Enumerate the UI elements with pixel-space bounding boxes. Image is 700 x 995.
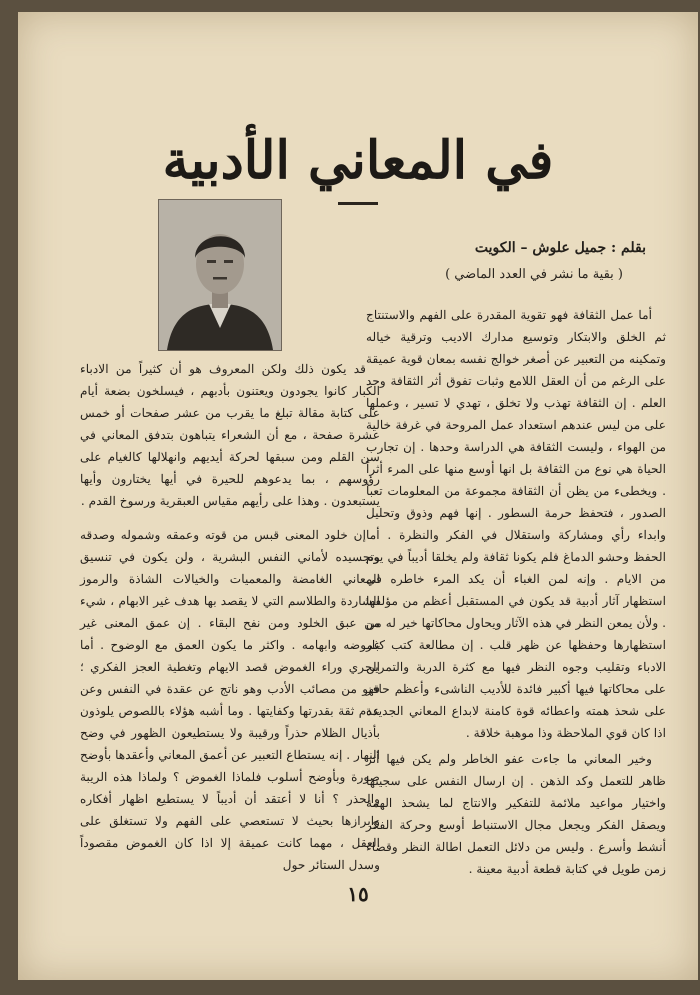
- magazine-page: [18, 12, 698, 980]
- left-column: [80, 358, 380, 880]
- author-photo: [158, 199, 282, 351]
- continued-note: ( بقية ما نشر في العدد الماضي ): [445, 267, 623, 282]
- title-divider: [338, 202, 378, 205]
- article-byline: بقلم : جميل علوش – الكويت: [474, 240, 646, 256]
- paragraph: إن خلود المعنى قبس من قوته وعمقه وشموله وصدقه وتجسيده لأماني النفس البشرية ، ولن يكون في تنسيق المعاني الغامضة والمعميات والخيالات الشاذة والرموز الشاردة والطلاسم التي لا يقصد بها هدف غير الابهام ، شيء من عبق الخلود ومن نفح البقاء . إن عمق المعنى غير غموضه وابهامه . واكثر ما يكون العمق مع الوضوح . أما الجري وراء الغموض قصد الايهام وتغطية العجز الفكري ؛ فهو من مصائب الأدب وهو ناتج عن عقدة في النفس وعن عدم ثقة بقدرتها وكفايتها . وما أشبه هؤلاء باللصوص يلوذون بأذيال الظلام حذراً ورقيبة ولا يستطيعون الظهور في وضح النهار . إنه يستطاع التعبير عن أعمق المعاني وأعقدها بأوضح صورة وبأوضح أسلوب فلماذا الغموض ؟ ولماذا هذه الريبة والحذر ؟ أنا لا أعتقد أن أديباً لا يستطيع اظهار أفكاره وابرازها بحيث لا تستعصي على الفهم ولا تستغلق على العقل ، مهما كانت عميقة إلا اذا كان الغموض مقصوداً وسدل الستائر حول: [80, 528, 380, 872]
- page-number: ١٥: [347, 882, 369, 906]
- article-title: في المعاني الأدبية: [162, 130, 554, 191]
- paragraph: قد يكون ذلك ولكن المعروف هو أن كثيراً من الادباء الكبار كانوا يجودون ويعتنون بأدبهم ، فيسلخون بضعة أيام على كتابة مقالة تبلغ ما يقرب من عشر صفحات أو خمس عشرة صفحة ، مع أن الشعراء يتباهون بتدفق المعاني في سن القلم ومن سبقها لحركة أيديهم وانهلالها كالغيام على رؤوسهم ، بما يدعوهم للحيرة في أيها يختارون وأيها يستبعدون . وهذا على رأيهم مقياس العبقرية ورسوخ القدم .: [80, 362, 380, 508]
- portrait-icon: [159, 200, 281, 350]
- paragraph: وخير المعاني ما جاءت عفو الخاطر ولم يكن فيها أثر ظاهر للتعمل وكد الذهن . إن ارسال النفس على سجيتها واختيار مواعيد ملائمة للتفكير والانتاج لما يشحذ الهمة ويصقل الفكر ويجعل مجال الاستنباط أوسع وحركة الفكر أنشط وأسرع . وليس من دلائل التعمل اطالة النظر وقضاء زمن طويل في كتابة قطعة أدبية معينة .: [366, 752, 666, 876]
- right-column: [366, 304, 666, 884]
- paragraph: أما عمل الثقافة فهو تقوية المقدرة على الفهم والاستنتاج ثم الخلق والابتكار وتوسيع مدارك الاديب وترقية خياله وتمكينه من التعبير عن أصغر خوالج نفسه بمعان قوية عميقة على الرغم من أن العقل اللامع وثبات تفوق أثر الثقافة وحد العلم . إن الثقافة تهذب ولا تخلق ، تهدي لا تسير ، وعملها على من ليس عندهم استعداد عمل المروحة في غرفة خالية من الهواء ، وليست الثقافة هي الدراسة وحدها . إن تجارب الحياة هي نوع من الثقافة بل انها أوسع منها على المرء أثراً . ويخطىء من يظن أن الثقافة مجموعة من المعلومات تعبأ الصدور ، فتحفظ حرمة السطور . إنها فهم وذوق وتحليل وابداء رأي ومشاركة واستقلال في الفكر والنظرة . أما الحفظ وحشو الدماغ فلم يكونا ثقافة ولم يخلقا أديباً في يوم من الايام . وإنه لمن الغباء أن يكد المرء خاطره في استظهار آثار أدبية قد يكون في المستقبل أعظم من مؤلفها . ولأن يمعن النظر في هذه الآثار ويحاول محاكاتها خير له من استظهارها وحفظها عن ظهر قلب . إن مطالعة كتب كبار الادباء وتقليب وجوه النظر فيها مع كثرة الدربة والتمرين على محاكاتها فيها أكبير فائدة للأديب الناشىء وأعظم حافز على شحذ همته واعطائه قوة كامنة لابداع المعاني الجديدة اذا كان قوي الملاحظة وذا موهبة خلاقة .: [366, 308, 666, 740]
